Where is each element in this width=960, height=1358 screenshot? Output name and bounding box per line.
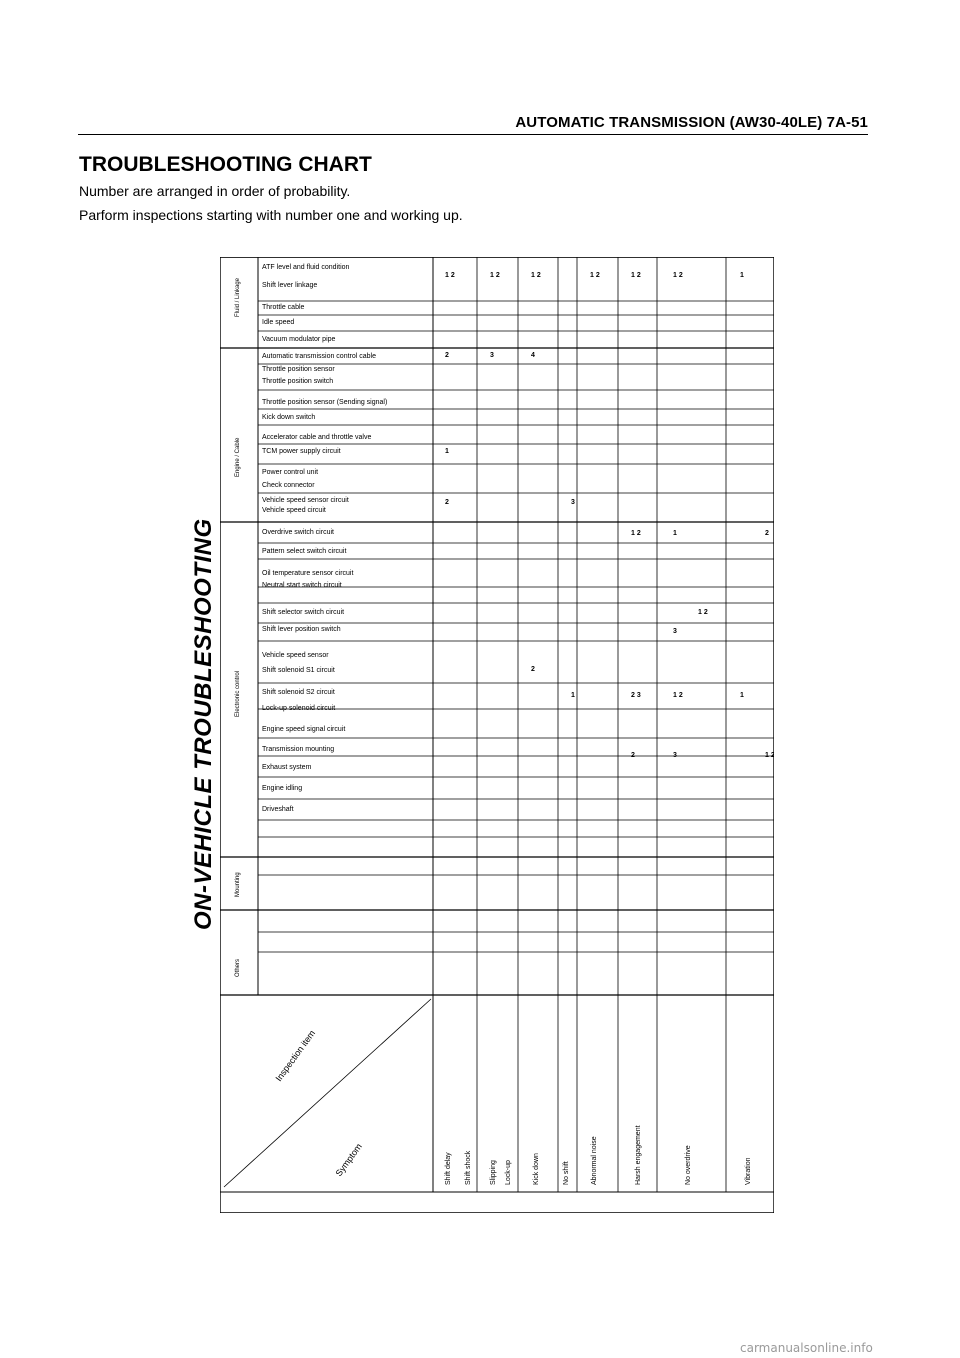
grid-mark: 2	[531, 666, 535, 673]
grid-mark: 1 2	[490, 272, 500, 279]
symptom-col-label: Shift delay	[445, 1152, 452, 1185]
intro-line-2: Parform inspections starting with number one and working up.	[79, 207, 463, 223]
grid-mark: 3	[673, 752, 677, 759]
grid-mark: 1	[571, 692, 575, 699]
symptom-col-label: Harsh engagement	[635, 1125, 642, 1185]
symptom-col-label: Vibration	[745, 1157, 752, 1185]
grid-mark: 1 2	[698, 609, 708, 616]
item-row-label: Oil temperature sensor circuit	[262, 570, 354, 577]
grid-mark: 3	[490, 352, 494, 359]
symptom-col-label: Kick down	[533, 1153, 540, 1185]
item-row-label: Shift solenoid S1 circuit	[262, 667, 335, 674]
grid-mark: 1 2	[531, 272, 541, 279]
grid-mark: 1 2	[765, 752, 774, 759]
grid-mark: 1	[445, 448, 449, 455]
grid-mark: 3	[673, 628, 677, 635]
grid-mark: 2	[445, 499, 449, 506]
grid-mark: 1 2	[445, 272, 455, 279]
symptom-col-label: Slipping	[490, 1160, 497, 1185]
item-row-label: Shift solenoid S2 circuit	[262, 689, 335, 696]
item-row-label: Transmission mounting	[262, 746, 335, 753]
intro-line-1: Number are arranged in order of probability.	[79, 183, 351, 199]
grid-mark: 1 2	[631, 530, 641, 537]
grid-mark: 1	[740, 692, 744, 699]
page-title: TROUBLESHOOTING CHART	[79, 153, 372, 176]
section-label: Others	[235, 958, 241, 977]
grid-mark: 2	[765, 530, 769, 537]
grid-mark: 1 2	[673, 272, 683, 279]
item-row-label: ATF level and fluid condition	[262, 264, 350, 271]
grid-mark: 3	[571, 499, 575, 506]
corner-label-bottom: Symptom	[333, 1141, 364, 1179]
section-label: Mounting	[235, 872, 241, 897]
item-row-label: Shift selector switch circuit	[262, 609, 345, 616]
corner-label-top: Inspection item	[273, 1028, 318, 1084]
item-row-label: Vehicle speed sensor circuit	[262, 497, 349, 504]
item-row-label: Automatic transmission control cable	[262, 353, 376, 360]
symptom-col-label: No shift	[563, 1161, 570, 1185]
item-row-label: Throttle position switch	[262, 378, 334, 385]
item-row-label: Lock-up solenoid circuit	[262, 705, 336, 712]
item-row-label: Pattern select switch circuit	[262, 548, 347, 555]
item-row-label: Vehicle speed circuit	[262, 507, 326, 514]
grid-mark: 1 2	[673, 692, 683, 699]
grid-mark: 2	[445, 352, 449, 359]
grid-mark: 2	[631, 752, 635, 759]
item-row-label: Throttle position sensor	[262, 366, 335, 373]
item-row-label: Throttle cable	[262, 304, 305, 311]
item-row-label: Kick down switch	[262, 414, 316, 421]
troubleshooting-chart	[220, 257, 774, 1213]
item-row-label: Idle speed	[262, 319, 295, 326]
item-row-label: Vacuum modulator pipe	[262, 336, 336, 343]
item-row-label: Neutral start switch circuit	[262, 582, 342, 589]
watermark: carmanualsonline.info	[740, 1341, 873, 1355]
item-row-label: Engine idling	[262, 785, 303, 792]
section-label: Fluid / Linkage	[235, 277, 241, 317]
item-row-label: Driveshaft	[262, 806, 294, 813]
vertical-chart-title: ON-VEHICLE TROUBLESHOOTING	[190, 518, 217, 930]
grid-mark: 1 2	[631, 272, 641, 279]
grid-mark: 1	[740, 272, 744, 279]
item-row-label: TCM power supply circuit	[262, 448, 341, 455]
grid-mark: 1	[673, 530, 677, 537]
symptom-col-label: Abnormal noise	[591, 1136, 598, 1185]
item-row-label: Accelerator cable and throttle valve	[262, 434, 372, 441]
item-row-label: Vehicle speed sensor	[262, 652, 329, 659]
grid-mark: 4	[531, 352, 535, 359]
symptom-col-label: No overdrive	[685, 1145, 692, 1185]
section-label: Electronic control	[235, 670, 241, 717]
page-header: AUTOMATIC TRANSMISSION (AW30-40LE) 7A-51	[78, 116, 868, 135]
item-row-label: Shift lever linkage	[262, 282, 318, 289]
symptom-col-label: Shift shock	[465, 1150, 472, 1185]
item-row-label: Overdrive switch circuit	[262, 529, 334, 536]
grid-mark: 2 3	[631, 692, 641, 699]
item-row-label: Power control unit	[262, 469, 319, 476]
item-row-label: Throttle position sensor (Sending signal)	[262, 399, 388, 406]
symptom-col-label: Lock-up	[505, 1160, 512, 1185]
item-row-label: Exhaust system	[262, 764, 312, 771]
section-label: Engine / Cable	[235, 437, 241, 477]
corner-diagonal	[224, 999, 431, 1187]
item-row-label: Engine speed signal circuit	[262, 726, 346, 733]
item-row-label: Check connector	[262, 482, 315, 489]
grid-mark: 1 2	[590, 272, 600, 279]
item-row-label: Shift lever position switch	[262, 626, 341, 633]
troubleshooting-grid	[220, 257, 774, 1213]
